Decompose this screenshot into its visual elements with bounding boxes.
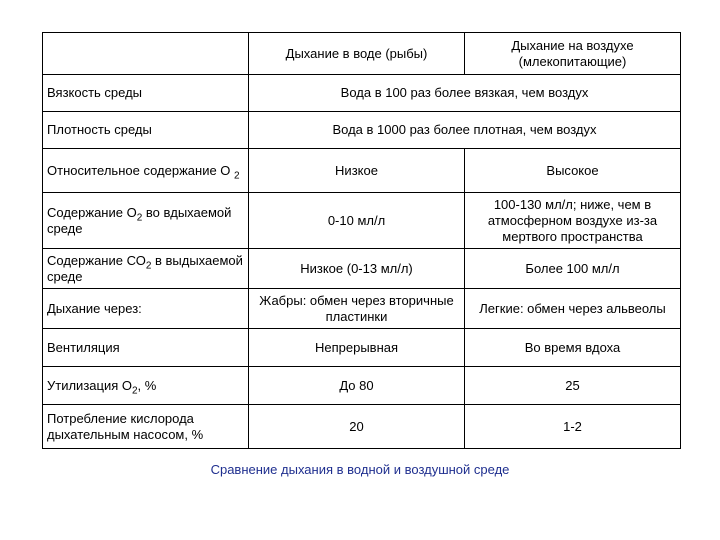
- subscript: 2: [234, 170, 240, 182]
- breathing-via-water: Жабры: обмен через вторичные пластинки: [249, 289, 465, 329]
- row-label-viscosity: Вязкость среды: [43, 75, 249, 112]
- label-text: во вдыхаемой среде: [47, 204, 232, 236]
- o2-consumption-water: 20: [249, 405, 465, 449]
- o2-utilization-air: 25: [465, 367, 681, 405]
- row-label-o2-relative: [43, 149, 249, 193]
- o2-relative-air: Высокое: [465, 149, 681, 193]
- table-row: [43, 329, 681, 367]
- ventilation-water: Непрерывная: [249, 329, 465, 367]
- co2-exhaled-water: Низкое (0-13 мл/л): [249, 249, 465, 289]
- table-row: [43, 405, 681, 449]
- table-row: [43, 193, 681, 249]
- o2-relative-water: Низкое: [249, 149, 465, 193]
- label-text: , %: [137, 377, 157, 393]
- label-text: Утилизация О: [47, 377, 132, 393]
- table-row: [43, 249, 681, 289]
- row-label-o2-utilization: [43, 367, 249, 405]
- row-label-co2-exhaled: [43, 249, 249, 289]
- viscosity-value: Вода в 100 раз более вязкая, чем воздух: [249, 75, 681, 112]
- o2-utilization-water: До 80: [249, 367, 465, 405]
- subscript: 2: [136, 212, 143, 224]
- row-label-o2-inhaled: [43, 193, 249, 249]
- label-text: Содержание СО: [47, 252, 146, 268]
- table-caption: Сравнение дыхания в водной и воздушной среде: [210, 462, 510, 477]
- breathing-via-air: Легкие: обмен через альвеолы: [465, 289, 681, 329]
- table-row: [43, 149, 681, 193]
- table-row: [43, 75, 681, 112]
- row-label-breathing-via: Дыхание через:: [43, 289, 249, 329]
- subscript: 2: [145, 260, 152, 272]
- o2-consumption-air: 1-2: [465, 405, 681, 449]
- row-label-o2-consumption: Потребление кислорода дыхательным насосом, %: [43, 405, 249, 449]
- table-row: [43, 112, 681, 149]
- ventilation-air: Во время вдоха: [465, 329, 681, 367]
- header-air: Дыхание на воздухе (млекопитающие): [465, 33, 681, 75]
- comparison-table: [42, 32, 681, 449]
- label-text: Относительное содержание О: [47, 162, 231, 178]
- subscript: 2: [131, 385, 138, 397]
- header-empty-cell: [43, 33, 249, 75]
- co2-exhaled-air: Более 100 мл/л: [465, 249, 681, 289]
- label-text: Содержание О: [47, 204, 137, 220]
- o2-inhaled-air: 100-130 мл/л; ниже, чем в атмосферном воздухе из-за мертвого пространства: [465, 193, 681, 249]
- table-header-row: [43, 33, 681, 75]
- header-water: Дыхание в воде (рыбы): [249, 33, 465, 75]
- row-label-ventilation: Вентиляция: [43, 329, 249, 367]
- label-text: в выдыхаемой среде: [47, 252, 243, 284]
- table-row: [43, 289, 681, 329]
- o2-inhaled-water: 0-10 мл/л: [249, 193, 465, 249]
- table-row: [43, 367, 681, 405]
- row-label-density: Плотность среды: [43, 112, 249, 149]
- density-value: Вода в 1000 раз более плотная, чем воздух: [249, 112, 681, 149]
